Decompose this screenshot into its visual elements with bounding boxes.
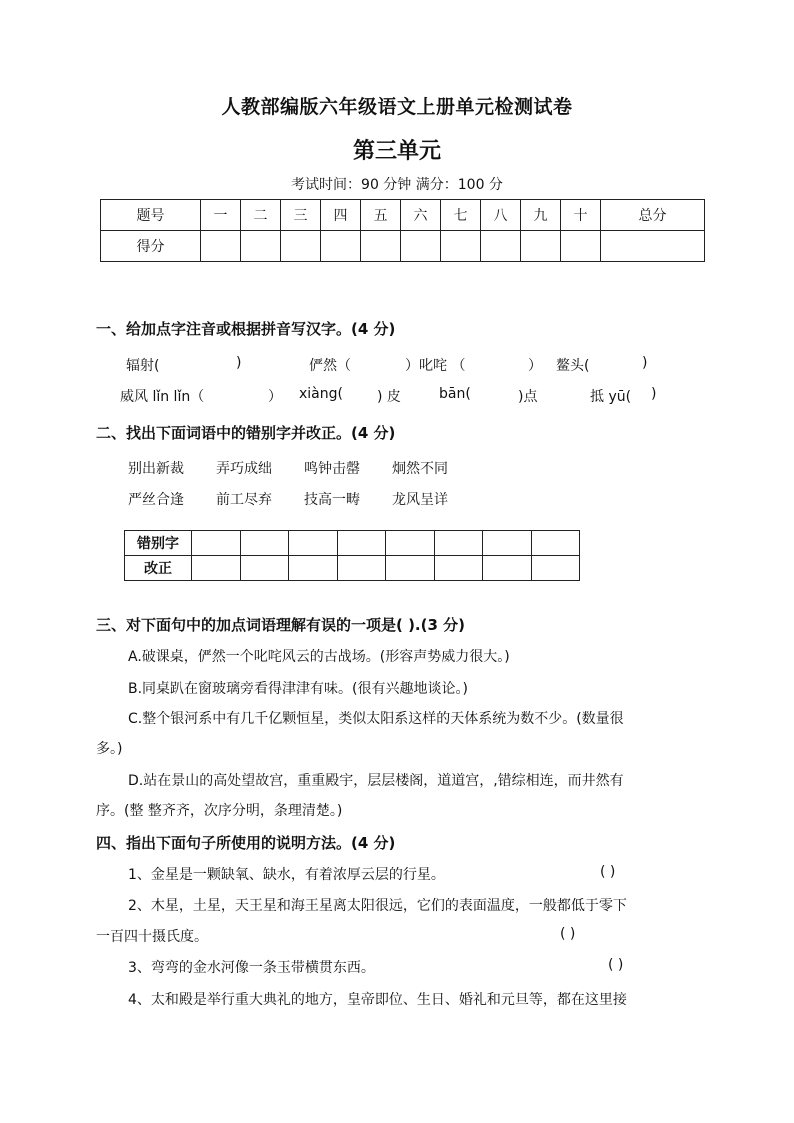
score-input-cell[interactable] [361,231,401,262]
q2-word: 炯然不同 [392,461,448,477]
correction-cell[interactable] [240,556,289,581]
q1-item-7-close: )点 [518,389,538,405]
q1-item-3: ）叱咤 （ [405,358,466,374]
correction-row-fix [125,556,580,581]
q3-heading: 三、对下面句中的加点词语理解有误的一项是( ).(3 分) [96,616,466,634]
q4-heading: 四、指出下面句子所使用的说明方法。(4 分) [96,834,396,852]
score-header-cell: 六 [401,200,441,231]
correction-cell[interactable] [240,531,289,556]
q3-option-b: B.同桌趴在窗玻璃旁看得津津有味。(很有兴趣地谈论。) [128,681,468,697]
q4-sentence-2-cont: 一百四十摄氏度。 [96,929,208,945]
q1-item-8: 抵 yū( [590,389,632,405]
score-input-cell[interactable] [561,231,601,262]
q2-word: 弄巧成绌 [216,461,272,477]
score-input-cell[interactable] [281,231,321,262]
q4-sentence-2: 2、木星，土星，天王星和海王星离太阳很远，它们的表面温度，一般都低于零下 [128,898,627,914]
correction-cell[interactable] [531,531,580,556]
q1-item-3-close: ） [528,358,542,374]
correction-cell[interactable] [483,531,532,556]
q2-word: 严丝合逢 [128,492,184,508]
q3-option-a: A.破课桌，俨然一个叱咤风云的古战场。(形容声势威力很大。) [128,649,510,665]
score-row-label: 得分 [101,231,201,262]
correction-cell[interactable] [337,531,386,556]
q3-option-d: D.站在景山的高处望故宫，重重殿宇，层层楼阁，道道宫，,错综相连，而井然有 [128,773,624,789]
q1-item-4: 鳌头( [556,358,590,374]
score-table-header-row [101,200,705,231]
correction-row-label: 改正 [125,556,192,581]
score-input-cell[interactable] [601,231,705,262]
score-input-cell[interactable] [521,231,561,262]
correction-cell[interactable] [531,556,580,581]
q2-word: 鸣钟击罄 [304,461,360,477]
q2-word: 龙风呈详 [392,492,448,508]
q2-word: 别出新裁 [128,461,184,477]
score-header-cell: 题号 [101,200,201,231]
q3-option-c-cont: 多。) [96,741,123,757]
score-table-score-row [101,231,705,262]
correction-cell[interactable] [386,531,435,556]
correction-cell[interactable] [337,556,386,581]
score-header-cell: 四 [321,200,361,231]
correction-cell[interactable] [434,531,483,556]
score-header-cell: 总分 [601,200,705,231]
score-input-cell[interactable] [481,231,521,262]
correction-cell[interactable] [483,556,532,581]
q1-item-5: 威风 lǐn lǐn（ [120,389,205,405]
score-table [100,199,705,262]
score-input-cell[interactable] [401,231,441,262]
exam-meta: 考试时间：90 分钟 满分：100 分 [291,177,503,193]
q1-item-5-close: ） [268,389,282,405]
score-header-cell: 九 [521,200,561,231]
score-header-cell: 三 [281,200,321,231]
q2-word: 技高一畴 [304,492,360,508]
correction-row-wrong [125,531,580,556]
q1-item-1-close: ) [236,355,242,371]
score-input-cell[interactable] [241,231,281,262]
q2-word: 前工尽弃 [216,492,272,508]
unit-title: 第三单元 [352,139,441,164]
q1-item-7: bān( [439,386,471,402]
q4-answer-blank-3[interactable]: ( ) [608,957,624,973]
score-input-cell[interactable] [201,231,241,262]
correction-row-label: 错别字 [125,531,192,556]
q1-item-6: xiàng( [299,386,343,402]
q1-item-6-close: ) 皮 [377,389,401,405]
score-header-cell: 一 [201,200,241,231]
q1-item-4-close: ) [642,355,648,371]
correction-cell[interactable] [192,531,241,556]
correction-cell[interactable] [434,556,483,581]
q1-item-8-close: ) [651,386,657,402]
score-header-cell: 十 [561,200,601,231]
q4-answer-blank-2[interactable]: ( ) [560,926,576,942]
q4-answer-blank-1[interactable]: ( ) [600,864,616,880]
q3-option-c: C.整个银河系中有几千亿颗恒星，类似太阳系这样的天体系统为数不少。(数量很 [128,711,624,727]
exam-title: 人教部编版六年级语文上册单元检测试卷 [221,96,573,118]
score-header-cell: 二 [241,200,281,231]
correction-cell[interactable] [192,556,241,581]
score-input-cell[interactable] [441,231,481,262]
correction-cell[interactable] [289,556,338,581]
score-input-cell[interactable] [321,231,361,262]
q1-item-2: 俨然（ [309,358,351,374]
correction-cell[interactable] [386,556,435,581]
q1-item-1: 辐射( [126,358,160,374]
score-header-cell: 五 [361,200,401,231]
correction-cell[interactable] [289,531,338,556]
q4-sentence-4: 4、太和殿是举行重大典礼的地方，皇帝即位、生日、婚礼和元旦等，都在这里接 [128,992,627,1008]
q4-sentence-1: 1、金星是一颗缺氧、缺水，有着浓厚云层的行星。 [128,867,445,883]
q1-heading: 一、给加点字注音或根据拼音写汉字。(4 分) [96,320,396,338]
score-header-cell: 八 [481,200,521,231]
q3-option-d-cont: 序。(整 整齐齐，次序分明，条理清楚。) [96,803,343,819]
q4-sentence-3: 3、弯弯的金水河像一条玉带横贯东西。 [128,960,375,976]
correction-table [124,530,580,581]
q2-heading: 二、找出下面词语中的错别字并改正。(4 分) [96,424,396,442]
score-header-cell: 七 [441,200,481,231]
